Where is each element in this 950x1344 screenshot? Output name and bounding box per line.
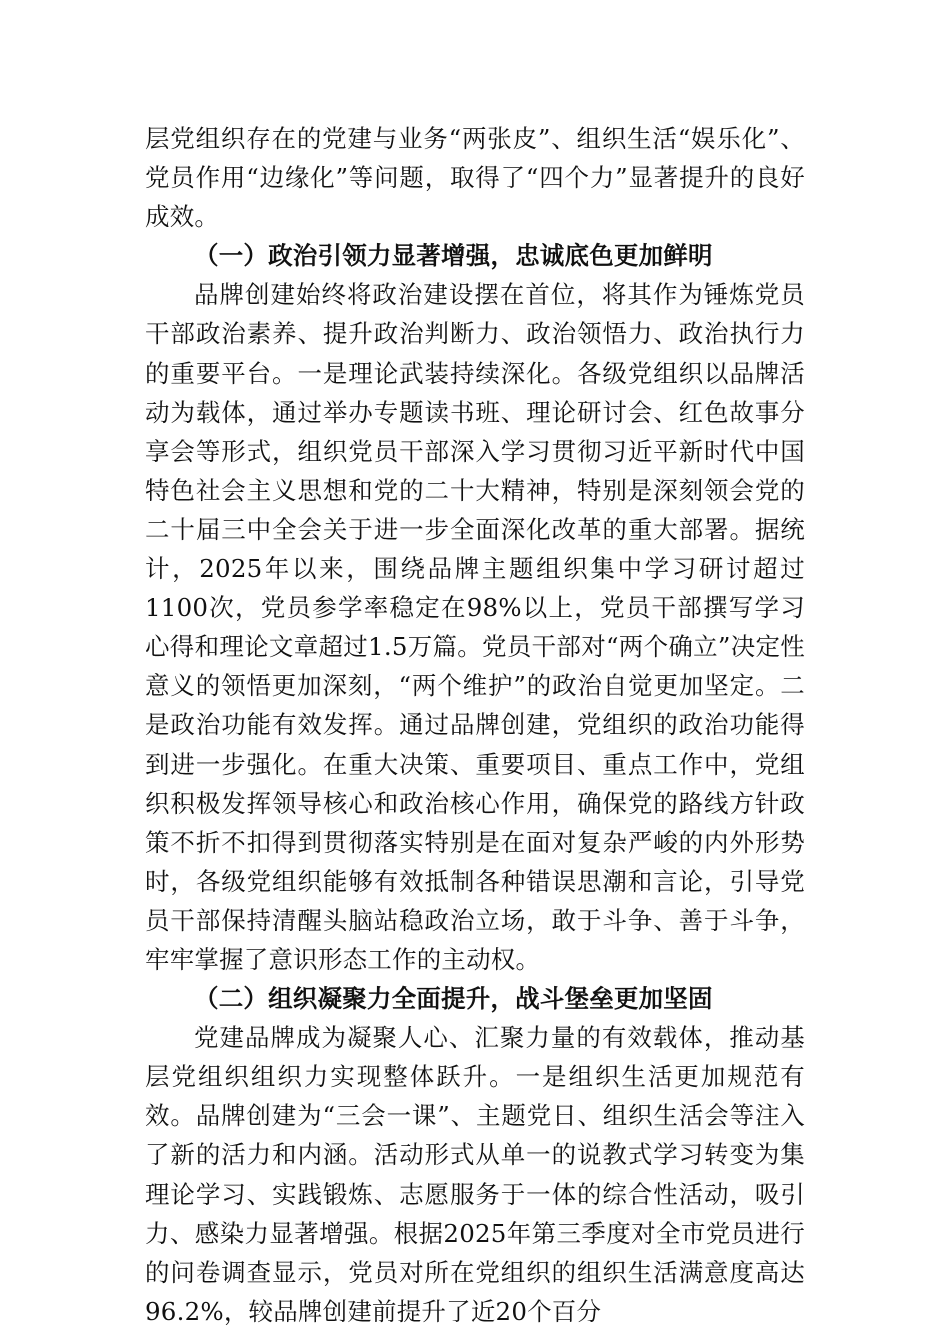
document-body bbox=[145, 119, 805, 1331]
body-paragraph-1: 品牌创建始终将政治建设摆在首位，将其作为锤炼党员干部政治素养、提升政治判断力、政治领悟力、政治执行力的重要平台。一是理论武装持续深化。各级党组织以品牌活动为载体，通过举办专题读书班、理论研讨会、红色故事分享会等形式，组织党员干部深入学习贯彻习近平新时代中国特色社会主义思想和党的二十大精神，特别是深刻领会党的二十届三中全会关于进一步全面深化改革的重大部署。据统计，2025年以来，围绕品牌主题组织集中学习研讨超过1100次，党员参学率稳定在98%以上，党员干部撰写学习心得和理论文章超过1.5万篇。党员干部对“两个确立”决定性意义的领悟更加深刻，“两个维护”的政治自觉更加坚定。二是政治功能有效发挥。通过品牌创建，党组织的政治功能得到进一步强化。在重大决策、重要项目、重点工作中，党组织积极发挥领导核心和政治核心作用，确保党的路线方针政策不折不扣得到贯彻落实特别是在面对复杂严峻的内外形势时，各级党组织能够有效抵制各种错误思潮和言论，引导党员干部保持清醒头脑站稳政治立场，敢于斗争、善于斗争，牢牢掌握了意识形态工作的主动权。 bbox=[145, 280, 805, 974]
body-paragraph-2: 党建品牌成为凝聚人心、汇聚力量的有效载体，推动基层党组织组织力实现整体跃升。一是组织生活更加规范有效。品牌创建为“三会一课”、主题党日、组织生活会等注入了新的活力和内涵。活动形式从单一的说教式学习转变为集理论学习、实践锻炼、志愿服务于一体的综合性活动，吸引力、感染力显著增强。根据2025年第三季度对全市党员进行的问卷调查显示，党员对所在党组织的组织生活满意度高达96.2%，较品牌创建前提升了近20个百分 bbox=[145, 1023, 805, 1326]
body-paragraph-continued: 层党组织存在的党建与业务“两张皮”、组织生活“娱乐化”、党员作用“边缘化”等问题，取得了“四个力”显著提升的良好成效。 bbox=[145, 124, 805, 232]
section-heading-1: （一）政治引领力显著增强，忠诚底色更加鲜明 bbox=[194, 241, 713, 271]
section-heading-2: （二）组织凝聚力全面提升，战斗堡垒更加坚固 bbox=[194, 984, 713, 1014]
